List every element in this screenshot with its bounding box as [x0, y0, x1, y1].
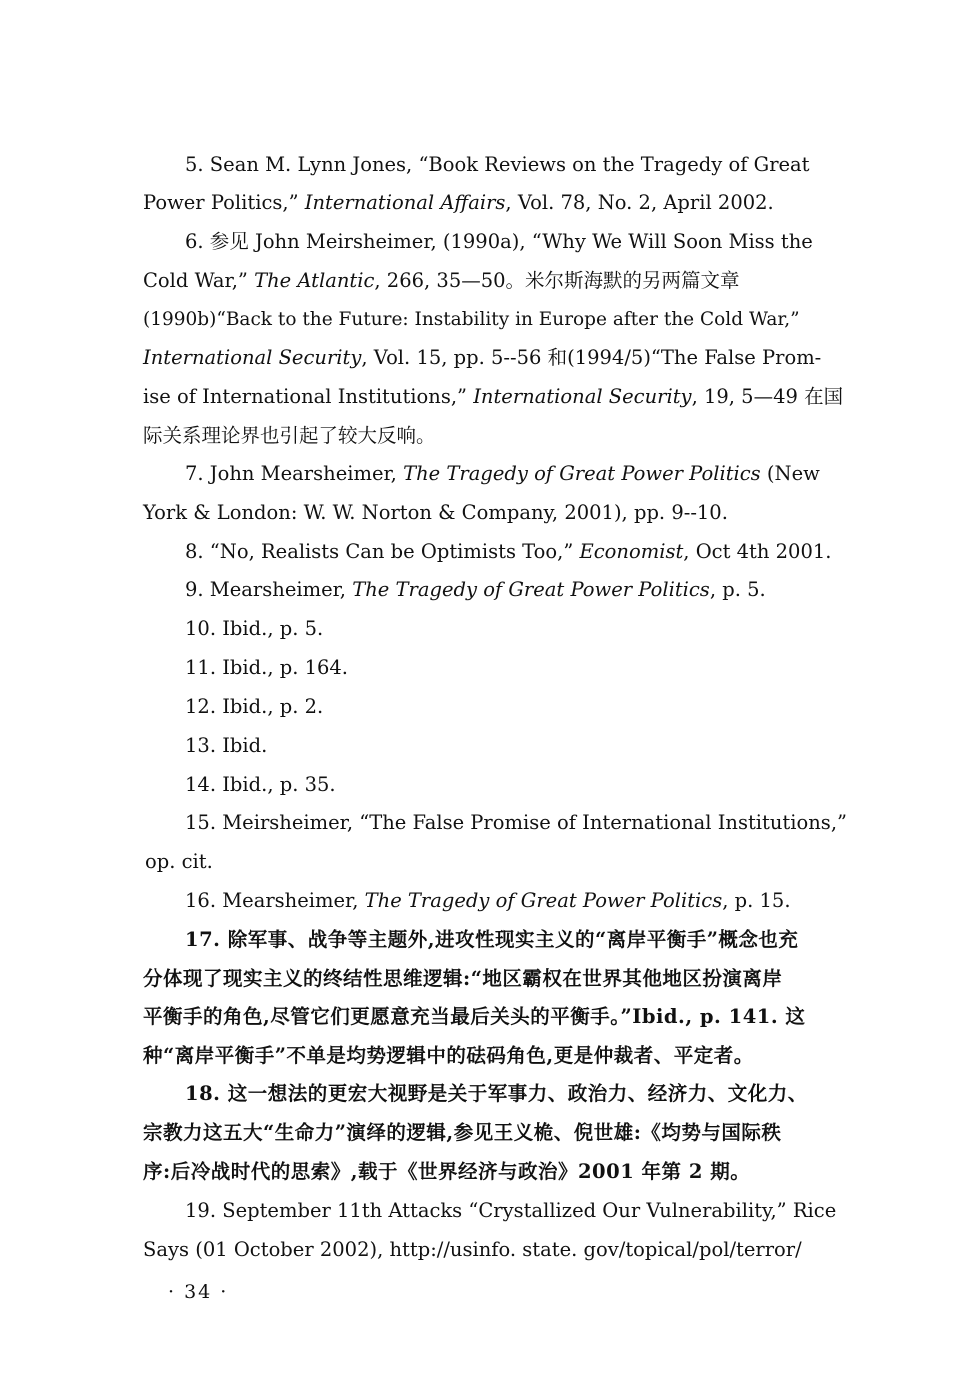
- footnote-6: 6. 参见 John Meirsheimer, (1990a), “Why We Will Soon Miss the: [185, 230, 813, 253]
- footnote-5: 5. Sean M. Lynn Jones, “Book Reviews on the Tragedy of Great: [185, 153, 810, 176]
- footnote-17-cont-2: 平衡手的角色,尽管它们更愿意充当最后关头的平衡手。”Ibid., p. 141. 这: [143, 1005, 806, 1028]
- footnote-6-cont-5: 际关系理论界也引起了较大反响。: [143, 424, 436, 447]
- footnote-13: 13. Ibid.: [185, 734, 268, 757]
- footnote-7: 7. John Mearsheimer, The Tragedy of Great Power Politics (New: [185, 462, 820, 485]
- footnote-16: 16. Mearsheimer, The Tragedy of Great Power Politics, p. 15.: [185, 889, 791, 912]
- footnote-6-cont-2: (1990b)“Back to the Future: Instability in Europe after the Cold War,”: [143, 309, 800, 330]
- footnote-12: 12. Ibid., p. 2.: [185, 695, 324, 718]
- footnote-18: 18. 这一想法的更宏大视野是关于军事力、政治力、经济力、文化力、: [185, 1082, 808, 1105]
- footnote-6-cont-4: ise of International Institutions,” International Security, 19, 5—49 在国: [143, 385, 844, 408]
- footnote-17: 17. 除军事、战争等主题外,进攻性现实主义的“离岸平衡手”概念也充: [185, 928, 799, 951]
- footnote-9: 9. Mearsheimer, The Tragedy of Great Power Politics, p. 5.: [185, 578, 766, 601]
- footnote-6-cont-1: Cold War,” The Atlantic, 266, 35—50。米尔斯海默的另两篇文章: [143, 269, 740, 292]
- footnote-6-cont-3: International Security, Vol. 15, pp. 5--56 和(1994/5)“The False Prom-: [143, 346, 822, 369]
- footnote-11: 11. Ibid., p. 164.: [185, 656, 349, 679]
- footnote-18-cont-1: 宗教力这五大“生命力”演绎的逻辑,参见王义桅、倪世雄:《均势与国际秩: [143, 1121, 782, 1144]
- footnote-17-cont-3: 种“离岸平衡手”不单是均势逻辑中的砝码角色,更是仲裁者、平定者。: [143, 1044, 754, 1067]
- footnote-8: 8. “No, Realists Can be Optimists Too,” Economist, Oct 4th 2001.: [185, 540, 832, 563]
- footnote-15-cont: op. cit.: [145, 850, 213, 873]
- footnote-19-cont: Says (01 October 2002), http://usinfo. state. gov/topical/pol/terror/: [143, 1238, 802, 1261]
- footnote-17-cont-1: 分体现了现实主义的终结性思维逻辑:“地区霸权在世界其他地区扮演离岸: [143, 967, 783, 990]
- footnote-5-cont: Power Politics,” International Affairs, Vol. 78, No. 2, April 2002.: [143, 191, 774, 214]
- footnote-7-cont: York & London: W. W. Norton & Company, 2001), pp. 9--10.: [143, 501, 728, 524]
- footnote-10: 10. Ibid., p. 5.: [185, 617, 324, 640]
- footnote-14: 14. Ibid., p. 35.: [185, 773, 336, 796]
- page-number: · 34 ·: [168, 1281, 229, 1303]
- footnote-18-cont-2: 序:后冷战时代的思索》,载于《世界经济与政治》2001 年第 2 期。: [143, 1160, 751, 1183]
- footnote-15: 15. Meirsheimer, “The False Promise of International Institutions,”: [185, 811, 847, 834]
- footnote-19: 19. September 11th Attacks “Crystallized Our Vulnerability,” Rice: [185, 1199, 837, 1222]
